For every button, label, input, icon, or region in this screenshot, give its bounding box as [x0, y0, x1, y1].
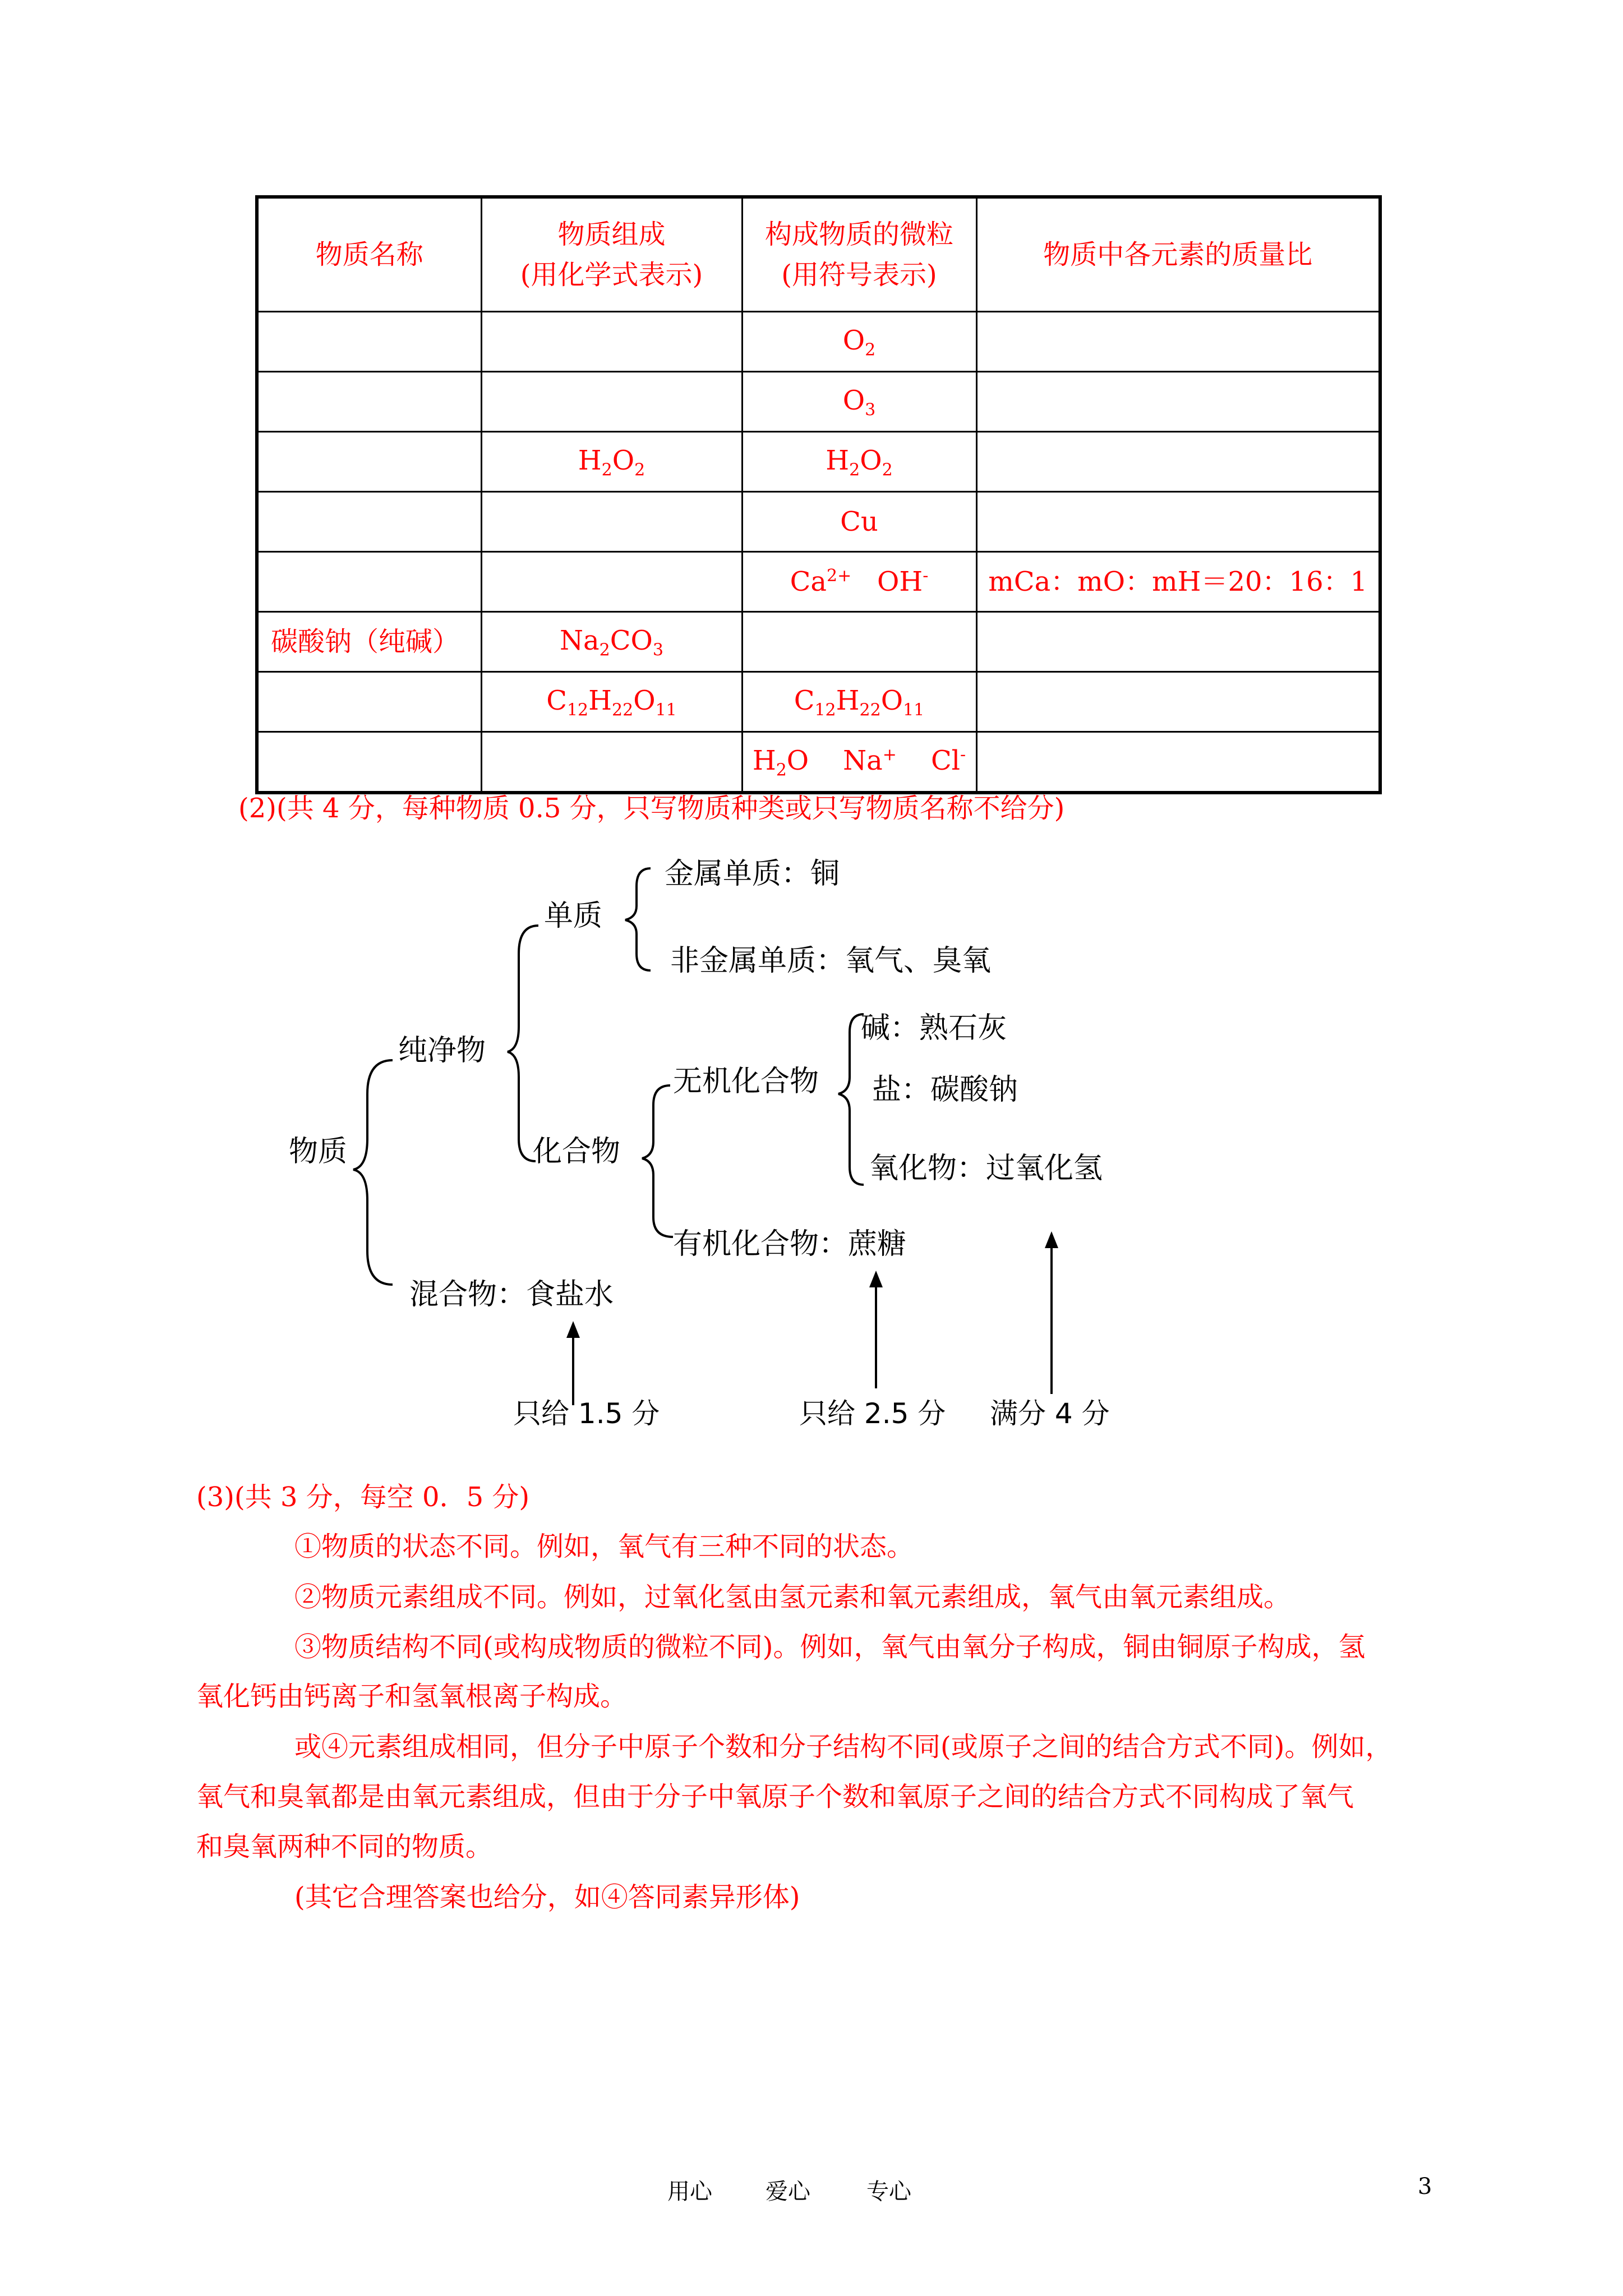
part3-point-4-line-2: 氧气和臭氧都是由氧元素组成，但由于分子中氧原子个数和氧原子之间的结合方式不同构成了氧气 [196, 1781, 1354, 1812]
node-inorganic: 无机化合物 [673, 1065, 819, 1098]
score-note-3: 满分 4 分 [990, 1397, 1110, 1430]
header-cell: 物质组成 (用化学式表示) [481, 197, 742, 312]
node-organic: 有机化合物：蔗糖 [673, 1227, 907, 1261]
brace-inorganic [838, 1014, 864, 1185]
node-salt: 盐：碳酸钠 [872, 1073, 1018, 1107]
header-cell: 物质中各元素的质量比 [976, 197, 1380, 312]
node-mixture: 混合物：食盐水 [409, 1278, 614, 1312]
table-cell: $H_2O_2$ [742, 432, 976, 492]
arrow-2-head [869, 1271, 883, 1287]
score-note-1: 只给 1.5 分 [513, 1397, 660, 1430]
footer-text-3: 专心 [866, 2179, 911, 2205]
node-metal: 金属单质：铜 [665, 857, 840, 891]
part3-point-3-line-1: ③物质结构不同(或构成物质的微粒不同)。例如，氧气由氧分子构成，铜由铜原子构成，氢 [294, 1631, 1366, 1663]
brace-compound [642, 1085, 673, 1237]
header-cell: 物质名称 [257, 197, 481, 312]
part3-point-4-line-1: 或④元素组成相同，但分子中原子个数和分子结构不同(或原子之间的结合方式不同)。例如， [294, 1731, 1393, 1763]
node-root: 物质 [289, 1135, 348, 1168]
table-cell: $Na_2CO_3$ [481, 612, 742, 672]
table-cell: $C_{12}H_{22}O_{11}$ [742, 672, 976, 732]
footer-text-2: 爱心 [766, 2179, 810, 2205]
table-cell: $O_3$ [742, 372, 976, 432]
table-cell: Cu [742, 492, 976, 552]
node-base: 碱：熟石灰 [861, 1011, 1007, 1045]
footer-text-1: 用心 [667, 2179, 712, 2205]
score-note-2: 只给 2.5 分 [799, 1397, 946, 1430]
node-element: 单质 [544, 899, 603, 933]
page-number: 3 [1418, 2174, 1432, 2200]
brace-element [625, 868, 651, 970]
table-cell: $C_{12}H_{22}O_{11}$ [481, 672, 742, 732]
node-pure: 纯净物 [398, 1034, 486, 1068]
part3-heading: (3)(共 3 分，每空 0．5 分) [196, 1481, 530, 1513]
table-cell: $H_2O$ Na+ Cl- [742, 732, 976, 793]
arrow-1-head [566, 1321, 580, 1338]
part3-note: (其它合理答案也给分，如④答同素异形体) [294, 1881, 800, 1913]
header-cell: 构成物质的微粒 (用符号表示) [742, 197, 976, 312]
table-cell: $O_2$ [742, 312, 976, 372]
brace-root [353, 1060, 393, 1285]
part3-point-4-line-3: 和臭氧两种不同的物质。 [196, 1831, 493, 1862]
node-compound: 化合物 [533, 1135, 621, 1168]
part3-point-1: ①物质的状态不同。例如，氧气有三种不同的状态。 [294, 1531, 914, 1562]
table-cell: $Ca^{2+}$ OH- [742, 552, 976, 612]
node-oxide: 氧化物：过氧化氢 [869, 1152, 1103, 1185]
part3-point-3-line-2: 氧化钙由钙离子和氢氧根离子构成。 [196, 1681, 628, 1712]
node-nonmetal: 非金属单质：氧气、臭氧 [670, 944, 992, 978]
arrow-3-head [1045, 1231, 1058, 1248]
table-cell: $H_2O_2$ [481, 432, 742, 492]
table-cell: mCa：mO：mH＝20：16：1 [976, 552, 1380, 612]
part2-heading: (2)(共 4 分，每种物质 0.5 分，只写物质种类或只写物质名称不给分) [238, 793, 1065, 824]
table-cell: 碳酸钠（纯碱） [257, 612, 481, 672]
brace-pure [508, 926, 538, 1161]
part3-point-2: ②物质元素组成不同。例如，过氧化氢由氢元素和氧元素组成，氧气由氧元素组成。 [294, 1581, 1291, 1613]
